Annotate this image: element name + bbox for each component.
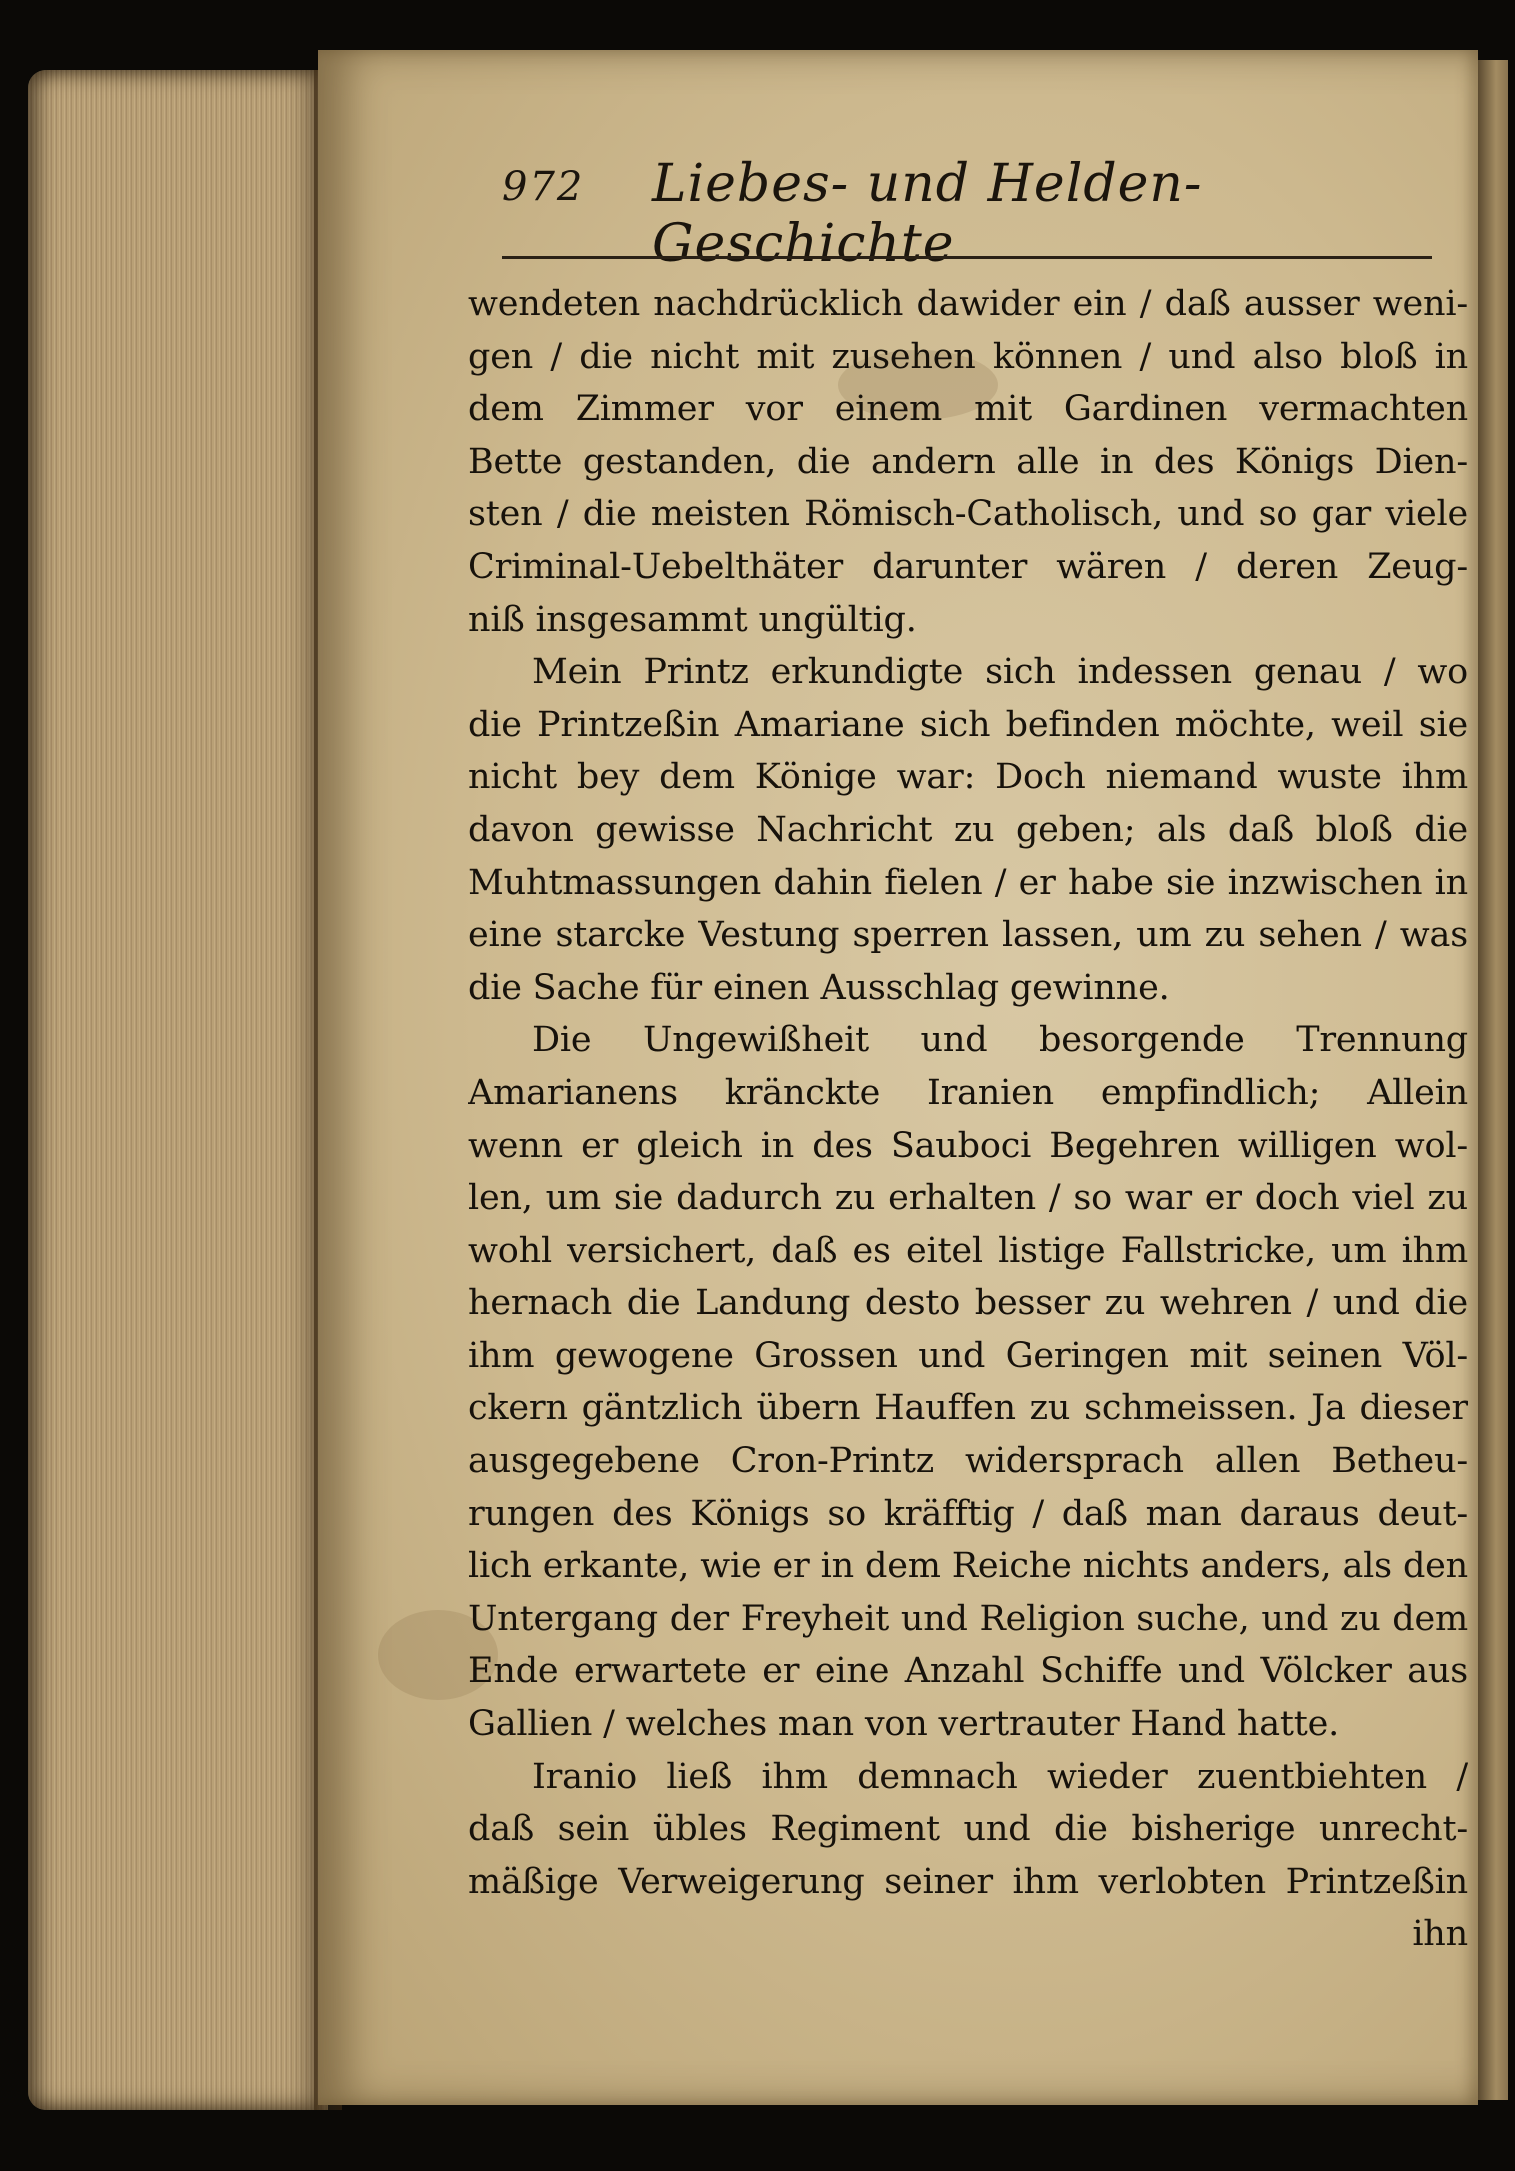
book-page [318, 50, 1478, 2105]
text-line: daß sein übles Regiment und die bisherige unrecht- [468, 1809, 1468, 1850]
text-line: sten / die meisten Römisch-Catholisch, und so gar viele [468, 494, 1468, 535]
text-line: davon gewisse Nachricht zu geben; als daß bloß die [468, 809, 1468, 850]
text-line: die Printzeßin Amariane sich befinden möchte, weil sie [468, 704, 1468, 745]
text-line: niß insgesammt ungültig. [468, 599, 917, 640]
paragraph-start-line: Die Ungewißheit und besorgende Trennung [532, 1020, 1468, 1061]
catchword: ihn [1412, 1914, 1468, 1955]
body-text [468, 278, 1468, 1961]
running-title: Liebes- und Helden-Geschichte [652, 154, 1203, 274]
text-line: len, um sie dadurch zu erhalten / so war er doch viel zu [468, 1178, 1468, 1219]
header-rule [502, 256, 1432, 259]
text-line: eine starcke Vestung sperren lassen, um zu sehen / was [468, 915, 1468, 956]
text-line: wenn er gleich in des Sauboci Begehren willigen wol- [468, 1125, 1468, 1166]
paragraph-start-line: Mein Printz erkundigte sich indessen genau / wo [532, 652, 1468, 693]
text-line: dem Zimmer vor einem mit Gardinen vermachten [468, 389, 1468, 430]
text-line: nicht bey dem Könige war: Doch niemand wuste ihm [468, 757, 1468, 798]
text-line: Amarianens kränckte Iranien empfindlich; Allein [468, 1072, 1468, 1113]
text-line: Muhtmassungen dahin fielen / er habe sie inzwischen in [468, 862, 1468, 903]
text-line: Ende erwartete er eine Anzahl Schiffe und Völcker aus [468, 1651, 1468, 1692]
text-line: ihm gewogene Grossen und Geringen mit seinen Völ- [468, 1335, 1468, 1376]
text-line: wohl versichert, daß es eitel listige Fallstricke, um ihm [468, 1230, 1468, 1271]
page-number: 972 [502, 164, 585, 210]
paragraph-start-line: Iranio ließ ihm demnach wieder zuentbiehten / [532, 1756, 1468, 1797]
text-line: ckern gäntzlich übern Hauffen zu schmeissen. Ja dieser [468, 1388, 1468, 1429]
text-line: hernach die Landung desto besser zu wehren / und die [468, 1283, 1468, 1324]
text-line: mäßige Verweigerung seiner ihm verlobten Printzeßin [468, 1861, 1468, 1902]
text-line: ausgegebene Cron-Printz widersprach allen Betheu- [468, 1441, 1468, 1482]
next-page-edge [1478, 60, 1508, 2100]
text-line: gen / die nicht mit zusehen können / und also bloß in [468, 336, 1468, 377]
text-line: lich erkante, wie er in dem Reiche nichts anders, als den [468, 1546, 1468, 1587]
text-line: rungen des Königs so kräfftig / daß man daraus deut- [468, 1493, 1468, 1534]
text-line: Criminal-Uebelthäter darunter wären / deren Zeug- [468, 546, 1468, 587]
text-line: die Sache für einen Ausschlag gewinne. [468, 967, 1170, 1008]
book-page-edges [28, 70, 328, 2110]
text-line: Untergang der Freyheit und Religion suche, und zu dem [468, 1598, 1468, 1639]
text-line: Bette gestanden, die andern alle in des Königs Dien- [468, 441, 1468, 482]
text-line: Gallien / welches man von vertrauter Hand hatte. [468, 1704, 1340, 1745]
text-line: wendeten nachdrücklich dawider ein / daß ausser weni- [468, 284, 1468, 324]
page-header [502, 146, 1402, 274]
